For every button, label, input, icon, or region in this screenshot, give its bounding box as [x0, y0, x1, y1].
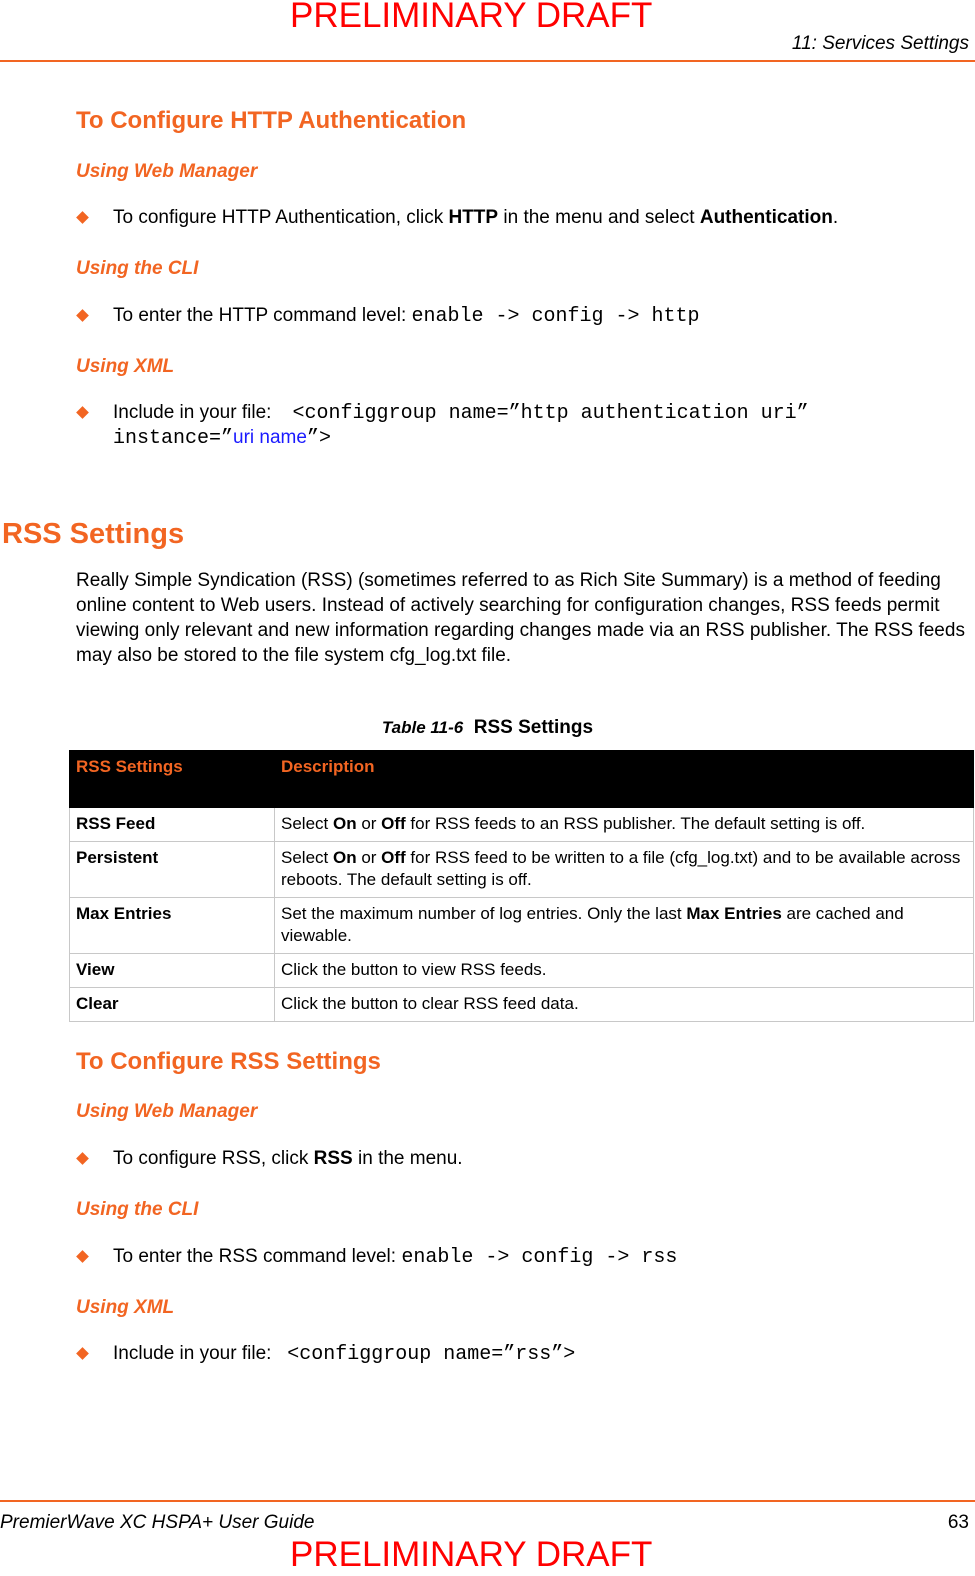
table-cell-name: Persistent	[70, 842, 275, 898]
bullet-text: To enter the HTTP command level: enable -> config -> http	[113, 305, 700, 328]
cli-command: enable -> config -> http	[411, 305, 700, 328]
http-xml-heading: Using XML	[76, 356, 175, 377]
table-row	[70, 898, 974, 954]
table-cell-name: RSS Feed	[70, 808, 275, 842]
table-row	[70, 988, 974, 1022]
xml-variable: uri name	[233, 427, 307, 448]
rss-xml-heading: Using XML	[76, 1297, 175, 1318]
table-cell-description: Set the maximum number of log entries. Only the last Max Entries are cached and viewable.	[275, 898, 974, 954]
header-rule	[0, 60, 975, 62]
rss-web-heading: Using Web Manager	[76, 1101, 258, 1122]
rss-settings-heading: RSS Settings	[2, 518, 185, 550]
table-cell-description: Select On or Off for RSS feed to be written to a file (cfg_log.txt) and to be available across reboots. The default setting is off.	[275, 842, 974, 898]
bullet-icon	[76, 211, 89, 224]
bullet-icon	[76, 406, 89, 419]
http-auth-heading: To Configure HTTP Authentication	[76, 107, 467, 134]
xml-snippet: <configgroup name=”rss”>	[287, 1343, 576, 1366]
xml-snippet: <configgroup name=”http authentication uri”	[292, 402, 809, 425]
table-cell-description: Select On or Off for RSS feeds to an RSS publisher. The default setting is off.	[275, 808, 974, 842]
rss-config-heading: To Configure RSS Settings	[76, 1048, 381, 1075]
bullet-text: Include in your file: <configgroup name=”rss”>	[113, 1343, 576, 1366]
chapter-title: 11: Services Settings	[791, 33, 969, 54]
table-header-row	[70, 751, 974, 808]
table-cell-description: Click the button to view RSS feeds.	[275, 954, 974, 988]
table-header-cell: Description	[275, 751, 974, 808]
bullet-icon	[76, 309, 89, 322]
table-cell-name: Max Entries	[70, 898, 275, 954]
table-row	[70, 842, 974, 898]
footer-guide-title: PremierWave XC HSPA+ User Guide	[0, 1512, 315, 1533]
table-caption: Table 11-6 RSS Settings	[381, 717, 594, 738]
watermark-top: PRELIMINARY DRAFT	[290, 0, 653, 35]
table-cell-name: Clear	[70, 988, 275, 1022]
page-number: 63	[947, 1512, 969, 1533]
watermark-bottom: PRELIMINARY DRAFT	[290, 1535, 653, 1574]
bullet-text: To configure RSS, click RSS in the menu.	[113, 1148, 463, 1169]
rss-intro-paragraph: Really Simple Syndication (RSS) (sometimes referred to as Rich Site Summary) is a method of feeding online content to Web users. Instead of actively searching for configuration changes, RSS feeds permit viewing only relevant and new information regarding changes made via an RSS publisher. The RSS feeds may also be stored to the file system cfg_log.txt file.	[76, 570, 965, 666]
footer-rule	[0, 1500, 975, 1502]
table-row	[70, 954, 974, 988]
table-row	[70, 808, 974, 842]
bullet-text: To configure HTTP Authentication, click HTTP in the menu and select Authentication.	[113, 207, 839, 228]
bullet-icon	[76, 1347, 89, 1360]
bullet-text: To enter the RSS command level: enable -> config -> rss	[113, 1246, 678, 1269]
cli-command: enable -> config -> rss	[401, 1246, 678, 1269]
table-cell-name: View	[70, 954, 275, 988]
table-header-cell: RSS Settings	[70, 751, 275, 808]
http-cli-heading: Using the CLI	[76, 258, 199, 279]
bullet-icon	[76, 1250, 89, 1263]
bullet-text-cont: instance=”uri name”>	[113, 427, 331, 450]
rss-settings-table	[69, 750, 974, 1022]
http-web-heading: Using Web Manager	[76, 161, 258, 182]
table-cell-description: Click the button to clear RSS feed data.	[275, 988, 974, 1022]
rss-cli-heading: Using the CLI	[76, 1199, 199, 1220]
bullet-text: Include in your file: <configgroup name=”http authentication uri”	[113, 402, 809, 425]
bullet-icon	[76, 1152, 89, 1165]
